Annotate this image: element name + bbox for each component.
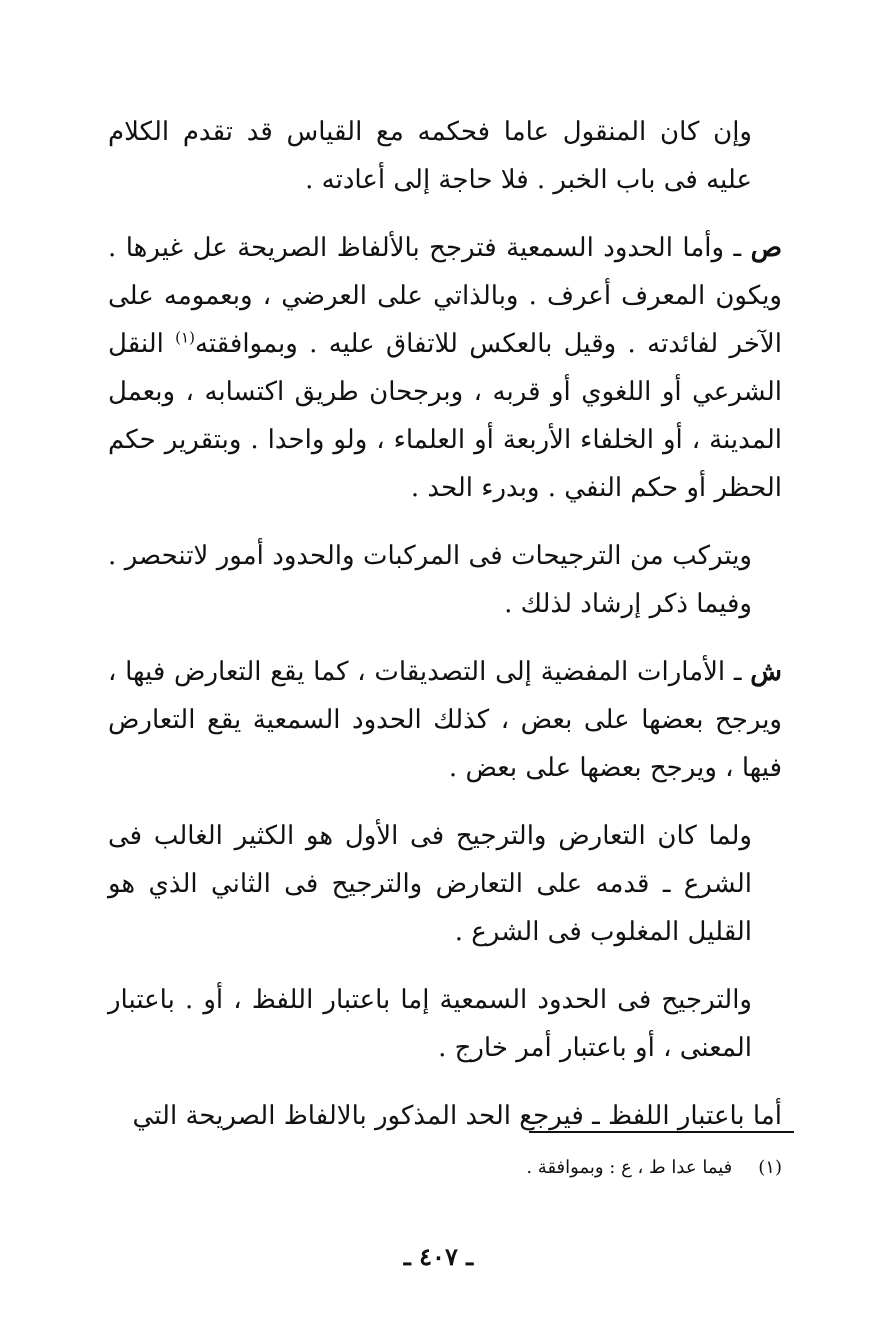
paragraph-4 [108,648,782,792]
paragraph-6: والترجيح فى الحدود السمعية إما باعتبار اللفظ ، أو . باعتبار المعنى ، أو باعتبار أمر خارج . [108,985,752,1063]
paragraph-5: ولما كان التعارض والترجيح فى الأول هو الكثير الغالب فى الشرع ـ قدمه على التعارض والترجيح فى الثاني الذي هو القليل المغلوب فى الشرع . [108,821,752,947]
footnote-number: (١) [758,1157,782,1178]
paragraph-2-continuation: النقل الشرعي أو اللغوي أو قربه ، وبرجحان طريق اكتسابه ، وبعمل المدينة ، أو الخلفاء الأربعة أو العلماء ، ولو واحدا . وبتقرير حكم الحظر أو حكم النفي . وبدرء الحد . [108,329,782,503]
paragraph-2 [108,224,782,512]
page-number: ـ ٤٠٧ ـ [403,1242,474,1271]
main-text [108,108,782,1160]
footnote [526,1156,782,1180]
footnote-divider [529,1131,794,1133]
footnote-text: فيما عدا ط ، ع : وبموافقة . [526,1157,733,1178]
sad-marker: ص [750,233,782,263]
footnote-reference: (١) [175,328,195,347]
paragraph-4-text: ـ الأمارات المفضية إلى التصديقات ، كما يقع التعارض فيها ، ويرجح بعضها على بعض ، كذلك الحدود السمعية يقع التعارض فيها ، ويرجح بعضها على بعض . [108,657,782,783]
paragraph-3: ويتركب من الترجيحات فى المركبات والحدود أمور لاتنحصر . وفيما ذكر إرشاد لذلك . [108,541,752,619]
paragraph-1: وإن كان المنقول عاما فحكمه مع القياس قد تقدم الكلام عليه فى باب الخبر . فلا حاجة إلى أعادته . [108,117,752,195]
paragraph-2-text: ـ وأما الحدود السمعية فترجح بالألفاظ الصريحة عل غيرها . ويكون المعرف أعرف . وبالذاتي على العرضي ، وبعمومه على الآخر لفائدته . وقيل بالعكس للاتفاق عليه . وبموافقته [108,233,782,359]
shin-marker: ش [750,657,782,687]
paragraph-7: أما باعتبار اللفظ ـ فيرجع الحد المذكور بالالفاظ الصريحة التي [132,1101,782,1131]
